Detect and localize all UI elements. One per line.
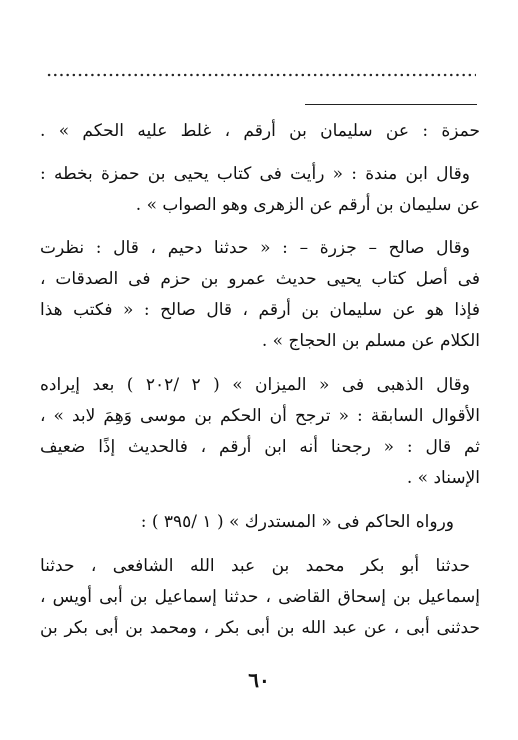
text-line: وقال صالح – جزرة – : « حدثنا دحيم ، قال : نظرت: [40, 238, 470, 258]
text-line: وقال الذهبى فى « الميزان » ( ٢ /٢٠٢ ) بعد إيراده: [40, 375, 470, 395]
text-line: ثم قال : « رجحنا أنه ابن أرقم ، فالحديث إذًا ضعيف: [40, 437, 480, 457]
dotted-separator: [46, 72, 476, 78]
text-line: حمزة : عن سليمان بن أرقم ، غلط عليه الحكم » .: [40, 121, 480, 141]
text-line: الإسناد » .: [406, 468, 480, 488]
text-line: حدثنى أبى ، عن عبد الله بن أبى بكر ، ومحمد بن أبى بكر بن: [40, 618, 480, 638]
text-line: فإذا هو عن سليمان بن أرقم ، قال صالح : « فكتب هذا: [40, 300, 480, 320]
text-line: وقال ابن مندة : « رأيت فى كتاب يحيى بن حمزة بخطه :: [40, 164, 470, 184]
text-line: الكلام عن مسلم بن الحجاج » .: [261, 331, 480, 351]
text-line: حدثنا أبو بكر محمد بن عبد الله الشافعى ، حدثنا: [40, 556, 470, 576]
text-line: الأقوال السابقة : « ترجح أن الحكم بن موسى وَهِمَ لابد » ،: [40, 406, 480, 426]
text-line: ورواه الحاكم فى « المستدرك » ( ١ /٣٩٥ ) :: [140, 512, 454, 532]
footnote-rule: [305, 104, 477, 105]
text-line: فى أصل كتاب يحيى حديث عمرو بن حزم فى الصدقات ،: [40, 269, 480, 289]
text-line: عن سليمان بن أرقم عن الزهرى وهو الصواب » .: [135, 195, 480, 215]
page-number: ٦٠: [248, 668, 270, 692]
text-line: إسماعيل بن إسحاق القاضى ، حدثنا إسماعيل بن أبى أويس ،: [40, 587, 480, 607]
